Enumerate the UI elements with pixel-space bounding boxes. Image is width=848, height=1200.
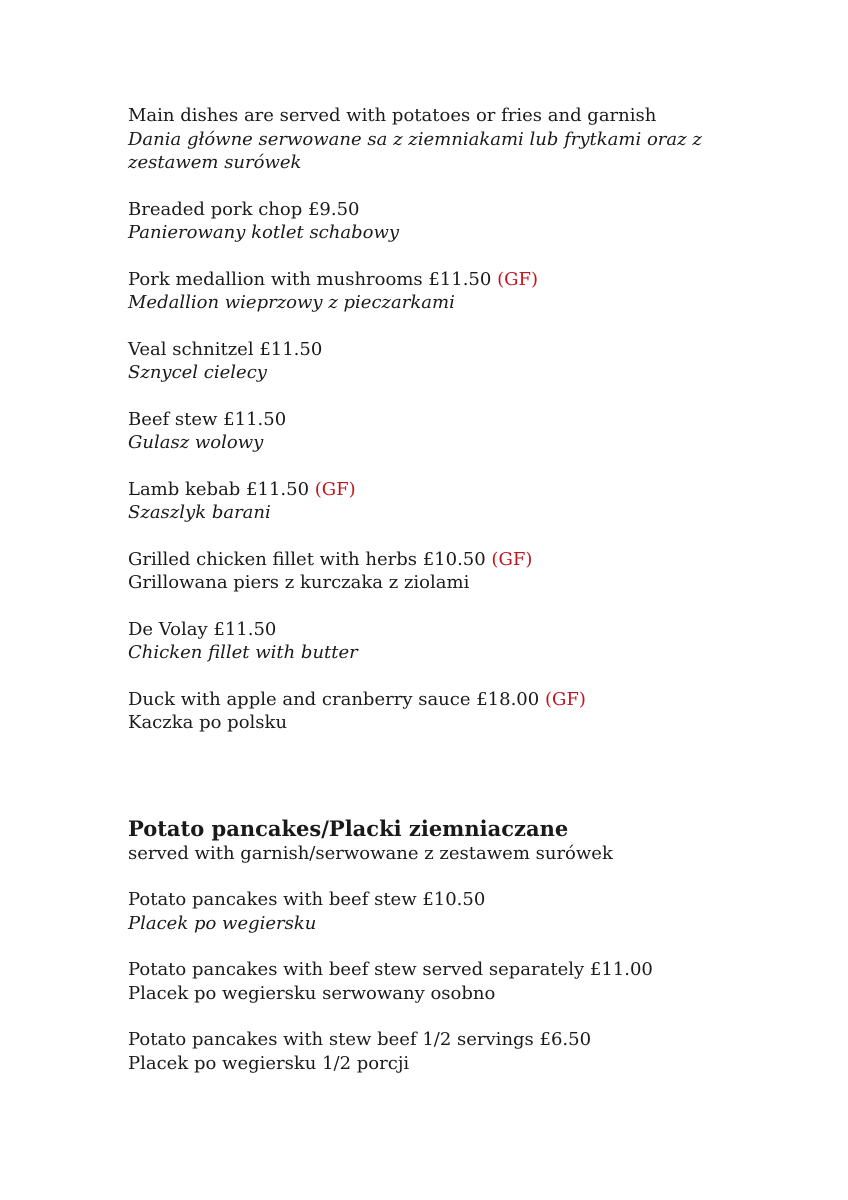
menu-item-translation: Panierowany kotlet schabowy: [128, 222, 400, 243]
menu-item-name: Beef stew £11.50: [128, 408, 287, 430]
intro-text-pl-line1: Dania główne serwowane sa z ziemniakami lub frytkami oraz z: [128, 128, 702, 150]
menu-item-translation: Gulasz wolowy: [128, 432, 264, 453]
menu-item-lamb-kebab: [128, 478, 808, 525]
gluten-free-badge: (GF): [491, 548, 533, 570]
section-spacer: [128, 758, 808, 816]
menu-item-translation: Grillowana piers z kurczaka z ziolami: [128, 572, 470, 593]
gluten-free-badge: (GF): [314, 478, 356, 500]
menu-item-pork-medallion: [128, 268, 808, 315]
menu-item-de-volay: [128, 618, 808, 665]
section-title: Potato pancakes/Placki ziemniaczane: [128, 815, 569, 841]
menu-item-duck: [128, 688, 808, 735]
menu-item-translation: Chicken fillet with butter: [128, 642, 358, 663]
menu-item-translation: Sznycel cielecy: [128, 362, 267, 383]
menu-item-pancakes-beef-stew: [128, 888, 808, 935]
menu-item-translation: Kaczka po polsku: [128, 712, 288, 733]
pancakes-section-header: [128, 816, 808, 866]
menu-item-name: Potato pancakes with beef stew served separately £11.00: [128, 959, 653, 980]
menu-item-translation: Szaszlyk barani: [128, 502, 271, 523]
menu-page: [128, 104, 808, 1098]
menu-item-breaded-pork-chop: [128, 198, 808, 245]
menu-item-veal-schnitzel: [128, 338, 808, 385]
menu-item-translation: Placek po wegiersku: [128, 912, 317, 934]
section-subtitle: served with garnish/serwowane z zestawem surówek: [128, 842, 613, 864]
menu-item-beef-stew: [128, 408, 808, 455]
menu-item-grilled-chicken: [128, 548, 808, 595]
menu-item-name: Duck with apple and cranberry sauce £18.00 (GF): [128, 688, 586, 710]
menu-item-translation: Medallion wieprzowy z pieczarkami: [128, 292, 455, 313]
intro-text-pl-line2: zestawem surówek: [128, 152, 302, 173]
menu-item-name: Pork medallion with mushrooms £11.50 (GF): [128, 268, 538, 290]
menu-item-name: De Volay £11.50: [128, 618, 277, 640]
menu-item-name: Potato pancakes with beef stew £10.50: [128, 889, 486, 910]
menu-item-translation: Placek po wegiersku 1/2 porcji: [128, 1052, 410, 1074]
menu-item-name: Grilled chicken fillet with herbs £10.50 (GF): [128, 548, 533, 570]
intro-block: [128, 104, 808, 175]
menu-item-name: Lamb kebab £11.50 (GF): [128, 478, 356, 500]
menu-item-translation: Placek po wegiersku serwowany osobno: [128, 982, 496, 1004]
gluten-free-badge: (GF): [544, 688, 586, 710]
intro-text-en: Main dishes are served with potatoes or fries and garnish: [128, 105, 657, 126]
menu-item-name: Potato pancakes with stew beef 1/2 servings £6.50: [128, 1029, 592, 1050]
menu-item-name: Breaded pork chop £9.50: [128, 198, 360, 220]
menu-item-pancakes-half: [128, 1028, 808, 1075]
menu-item-pancakes-separately: [128, 958, 808, 1005]
menu-item-name: Veal schnitzel £11.50: [128, 338, 323, 360]
gluten-free-badge: (GF): [497, 268, 538, 290]
